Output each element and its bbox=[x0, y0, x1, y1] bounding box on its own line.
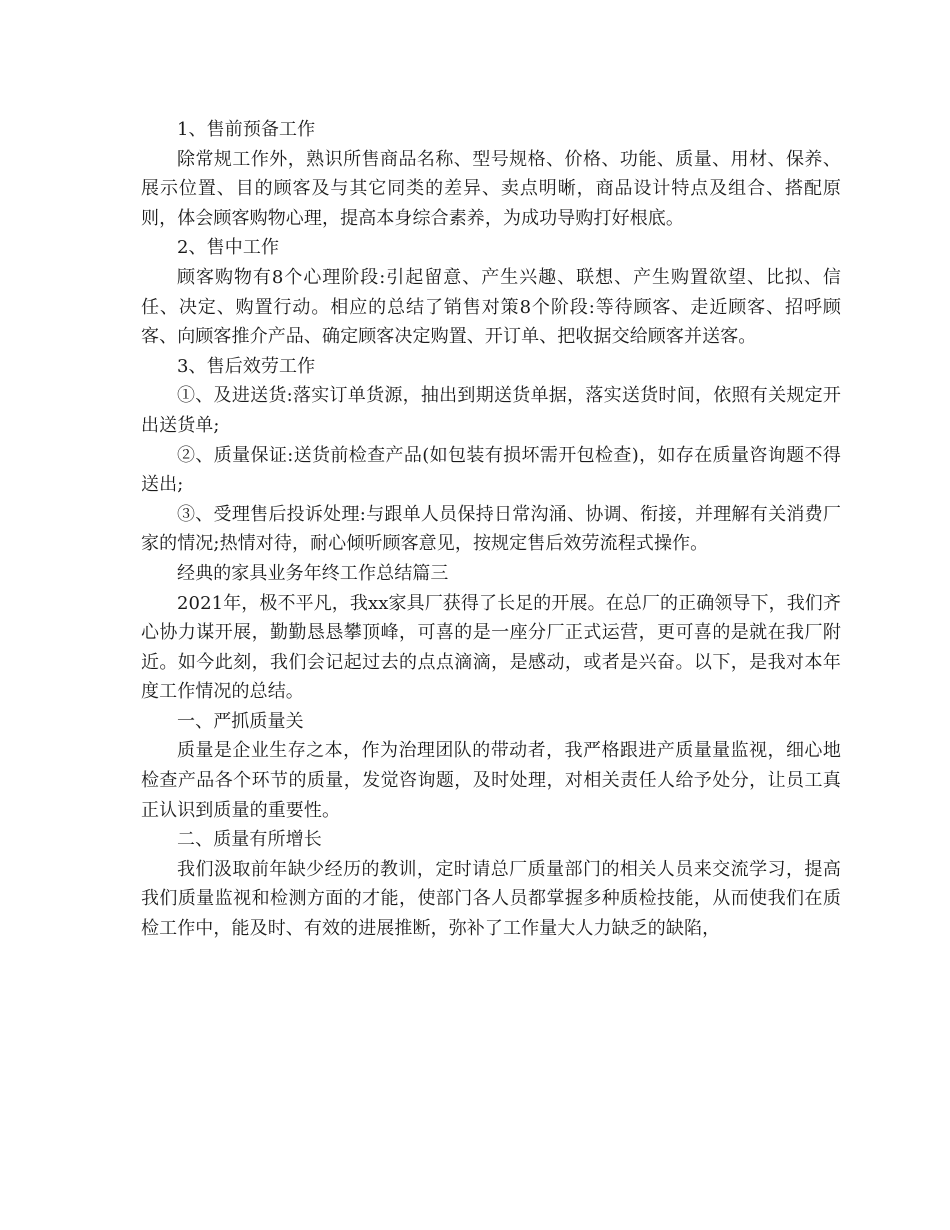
section-title: 经典的家具业务年终工作总结篇三 bbox=[177, 562, 449, 584]
heading-quality-control: 一、严抓质量关 bbox=[177, 710, 304, 732]
paragraph-quality-control: 质量是企业生存之本，作为治理团队的带动者，我严格跟进产质量量监视，细心地检查产品各个环节的质量，发觉咨询题，及时处理，对相关责任人给予处分，让员工真正认识到质量的重要性。 bbox=[141, 740, 841, 821]
heading-insale: 2、售中工作 bbox=[177, 237, 280, 259]
paragraph-insale: 顾客购物有8个心理阶段:引起留意、产生兴趣、联想、产生购置欲望、比拟、信任、决定、购置行动。相应的总结了销售对策8个阶段:等待顾客、走近顾客、招呼顾客、向顾客推介产品、确定顾客决定购置、开订单、把收据交给顾客并送客。 bbox=[141, 266, 841, 348]
paragraph-quality-growth: 我们汲取前年缺少经历的教训，定时请总厂质量部门的相关人员来交流学习，提高我们质量监视和检测方面的才能，使部门各人员都掌握多种质检技能，从而使我们在质检工作中，能及时、有效的进展推断，弥补了工作量大人力缺乏的缺陷， bbox=[141, 858, 841, 940]
paragraph-quality-guarantee: ②、质量保证:送货前检查产品(如包装有损坏需开包检查)，如存在质量咨询题不得送出; bbox=[141, 444, 841, 496]
heading-aftersale: 3、售后效劳工作 bbox=[177, 355, 316, 377]
heading-quality-growth: 二、质量有所增长 bbox=[177, 829, 322, 851]
document-body bbox=[141, 115, 841, 944]
paragraph-presale: 除常规工作外，熟识所售商品名称、型号规格、价格、功能、质量、用材、保养、展示位置、目的顾客及与其它同类的差异、卖点明晰，商品设计特点及组合、搭配原则，体会顾客购物心理，提高本身综合素养，为成功导购打好根底。 bbox=[141, 148, 841, 229]
paragraph-delivery: ①、及进送货:落实订单货源，抽出到期送货单据，落实送货时间，依照有关规定开出送货单; bbox=[141, 385, 841, 436]
paragraph-intro: 2021年，极不平凡，我xx家具厂获得了长足的开展。在总厂的正确领导下，我们齐心协力谋开展，勤勤恳恳攀顶峰，可喜的是一座分厂正式运营，更可喜的是就在我厂附近。如今此刻，我们会记起过去的点点滴滴，是感动，或者是兴奋。以下，是我对本年度工作情况的总结。 bbox=[141, 592, 842, 703]
heading-presale: 1、售前预备工作 bbox=[177, 119, 316, 140]
paragraph-complaints: ③、受理售后投诉处理:与跟单人员保持日常沟涌、协调、衔接，并理解有关消费厂家的情况;热情对待，耐心倾听顾客意见，按规定售后效劳流程式操作。 bbox=[141, 503, 841, 555]
